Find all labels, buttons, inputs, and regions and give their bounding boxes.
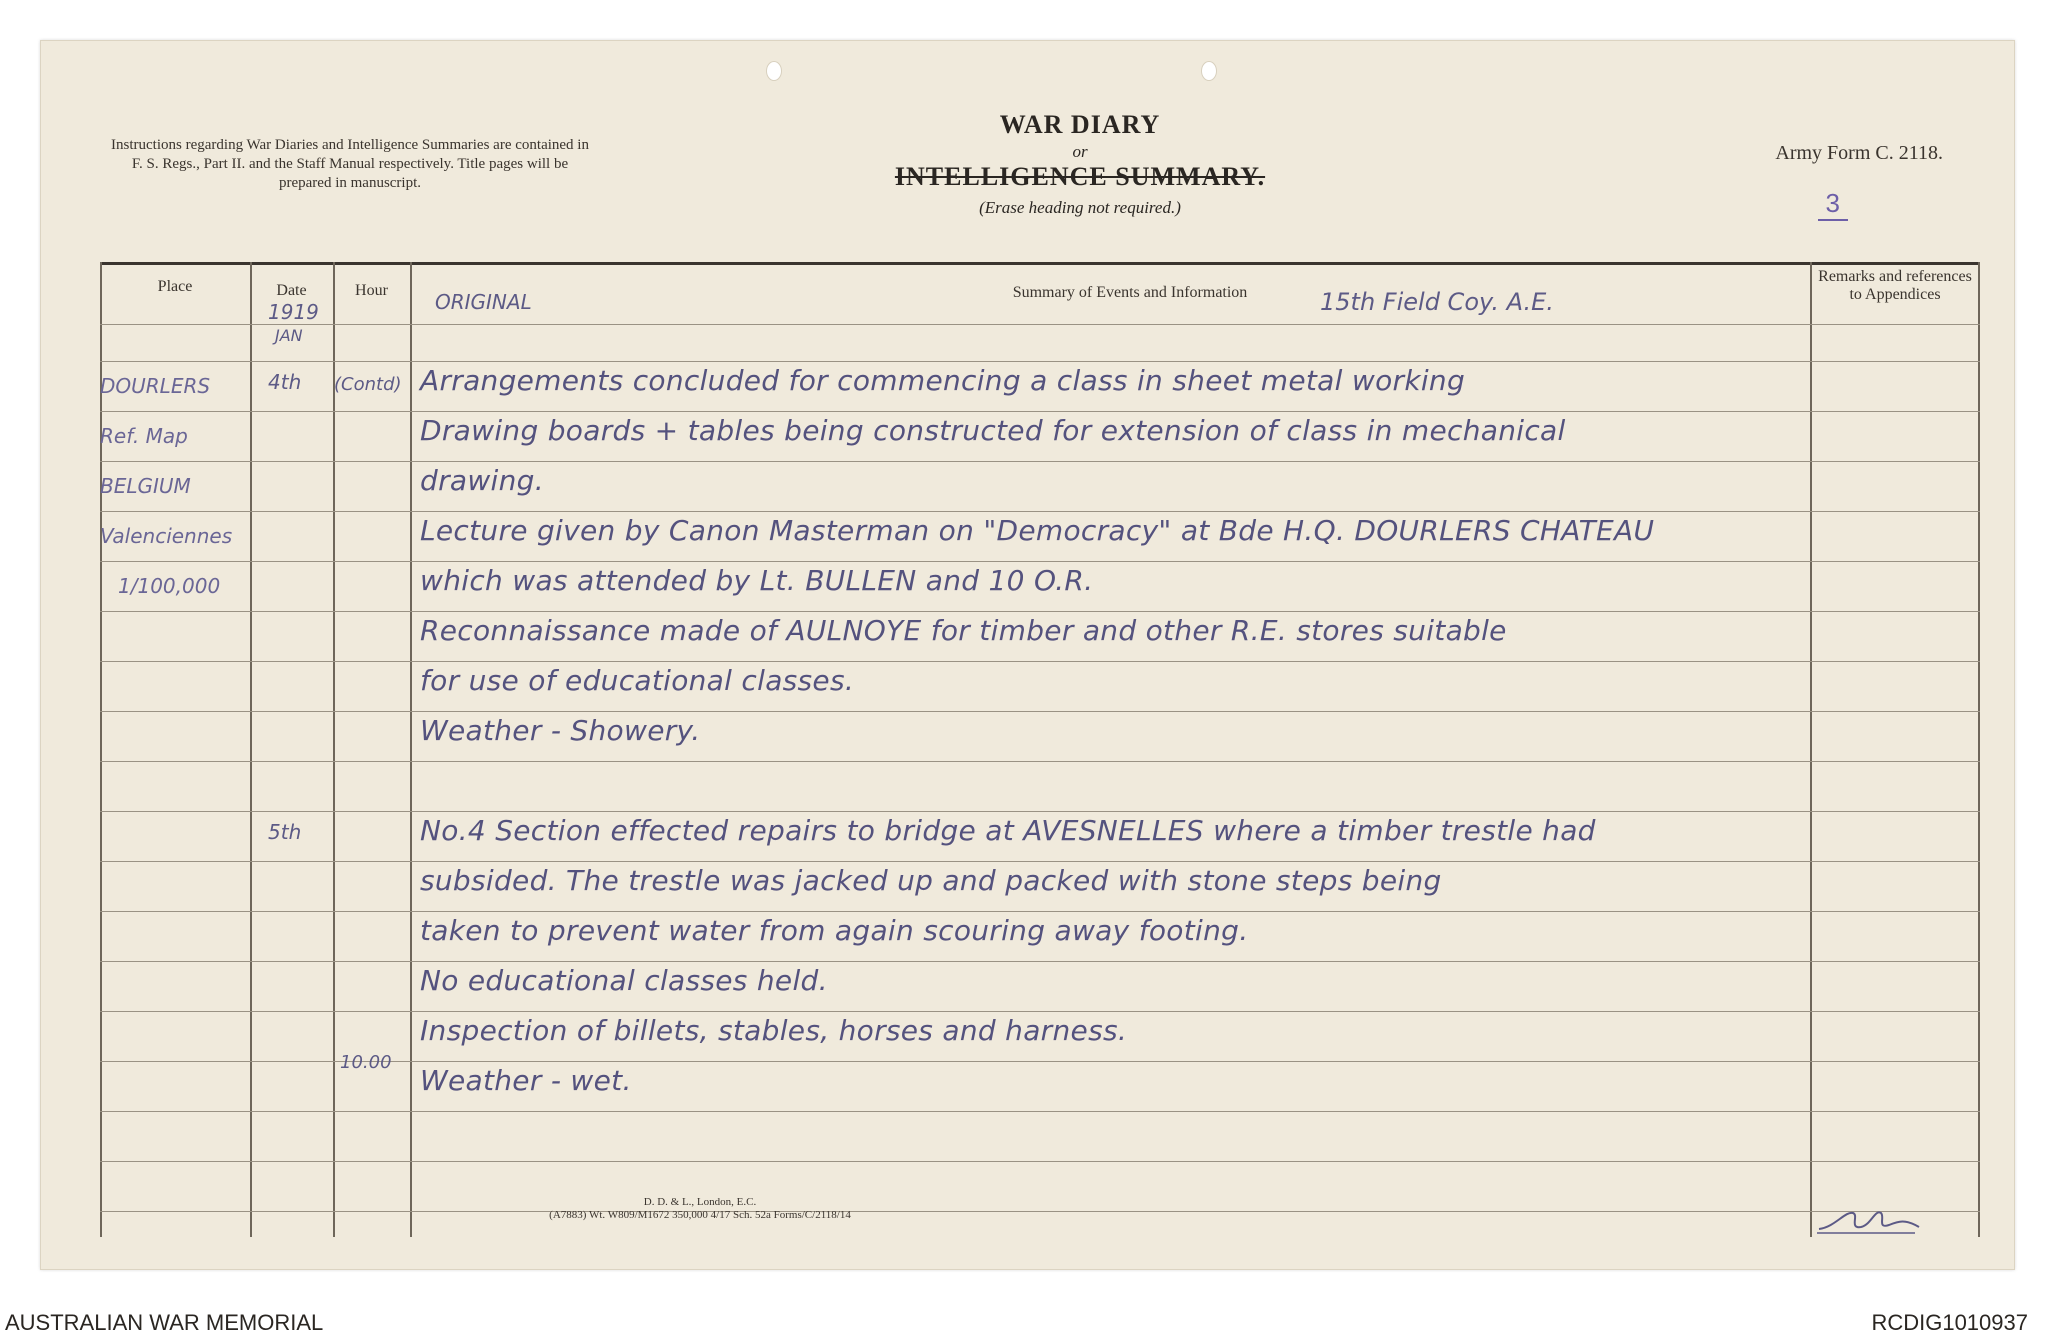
col-rule [410,262,412,1237]
col-header-place: Place [157,278,193,295]
row-rule [100,961,1980,962]
entry-line: Arrangements concluded for commencing a class in sheet metal working [420,364,1466,397]
printer-imprint [470,1196,930,1222]
row-rule [100,361,1980,362]
entry-line: Inspection of billets, stables, horses and harness. [420,1014,1128,1047]
year-handwritten: 1919 [268,300,319,324]
entry-line: No educational classes held. [420,964,828,997]
place-line: DOURLERS [100,374,211,398]
col-header-summary: Summary of Events and Information [1012,284,1248,301]
title-intelligence-summary: INTELLIGENCE SUMMARY. [894,162,1266,191]
place-line: Ref. Map [100,424,188,448]
signature-initials [1815,1205,1925,1235]
row-rule [100,761,1980,762]
row-rule [100,1161,1980,1162]
title-note: (Erase heading not required.) [979,198,1181,217]
col-rule [250,262,252,1237]
row-rule [100,811,1980,812]
col-header-remarks: Remarks and references to Appendices [1818,268,1972,303]
printer-line: (A7883) Wt. W809/M1672 350,000 4/17 Sch. 52a Forms/C/2118/14 [549,1209,851,1221]
month-handwritten: JAN [275,326,303,345]
row-rule [100,1111,1980,1112]
col-rule [1978,262,1980,1237]
row-rule [100,511,1980,512]
table-top-rule [100,262,1980,265]
row-rule [100,861,1980,862]
place-line: 1/100,000 [118,574,221,598]
entry-line: subsided. The trestle was jacked up and packed with stone steps being [420,864,1442,897]
entry-line: No.4 Section effected repairs to bridge at AVESNELLES where a timber trestle had [420,814,1596,847]
entry-line: which was attended by Lt. BULLEN and 10 O.R. [420,564,1094,597]
army-form-number: Army Form C. 2118. [1775,142,1943,164]
row-rule [100,911,1980,912]
row-rule [100,661,1980,662]
punch-hole [1201,61,1217,81]
footer-record-id: RCDIG1010937 [1871,1310,2028,1335]
row-rule [100,461,1980,462]
col-rule [100,262,102,1237]
diary-table [100,262,1980,1242]
entry-date: 5th [268,820,302,844]
row-rule [100,1011,1980,1012]
entry-date: 4th [268,370,302,394]
col-rule [1810,262,1812,1237]
entry-hour: (Contd) [334,374,402,395]
row-rule [100,561,1980,562]
place-line: BELGIUM [100,474,191,498]
row-rule [100,611,1980,612]
title-or: or [1072,142,1088,161]
page-number: 3 [1818,188,1848,221]
original-stamp: ORIGINAL [435,290,532,314]
entry-line: Lecture given by Canon Masterman on "Democracy" at Bde H.Q. DOURLERS CHATEAU [420,514,1655,547]
col-header-hour: Hour [355,282,388,299]
row-rule [100,411,1980,412]
entry-line: taken to prevent water from again scouring away footing. [420,914,1249,947]
title-war-diary: WAR DIARY [999,110,1161,139]
col-header-date: Date [276,282,307,299]
row-rule [100,1211,1980,1212]
col-rule [333,262,335,1237]
entry-line: for use of educational classes. [420,664,855,697]
entry-line: Weather - wet. [420,1064,632,1097]
entry-line: Reconnaissance made of AULNOYE for timber and other R.E. stores suitable [420,614,1507,647]
row-rule [100,324,1980,325]
footer-archive-name: AUSTRALIAN WAR MEMORIAL [5,1310,324,1335]
place-line: Valenciennes [100,524,233,548]
title-block [740,110,1420,218]
entry-hour: 10.00 [340,1052,392,1073]
instructions-text: Instructions regarding War Diaries and Intelligence Summaries are contained in F. S. Regs., Part II. and the Staff Manual respectively. Title pages will be prepared in manuscript. [111,137,589,191]
punch-hole [766,61,782,81]
entry-line: Drawing boards + tables being constructed for extension of class in mechanical [420,414,1566,447]
entry-line: Weather - Showery. [420,714,701,747]
row-rule [100,711,1980,712]
entry-line: drawing. [420,464,544,497]
printer-line: D. D. & L., London, E.C. [643,1196,757,1208]
unit-name: 15th Field Coy. A.E. [1320,288,1554,316]
